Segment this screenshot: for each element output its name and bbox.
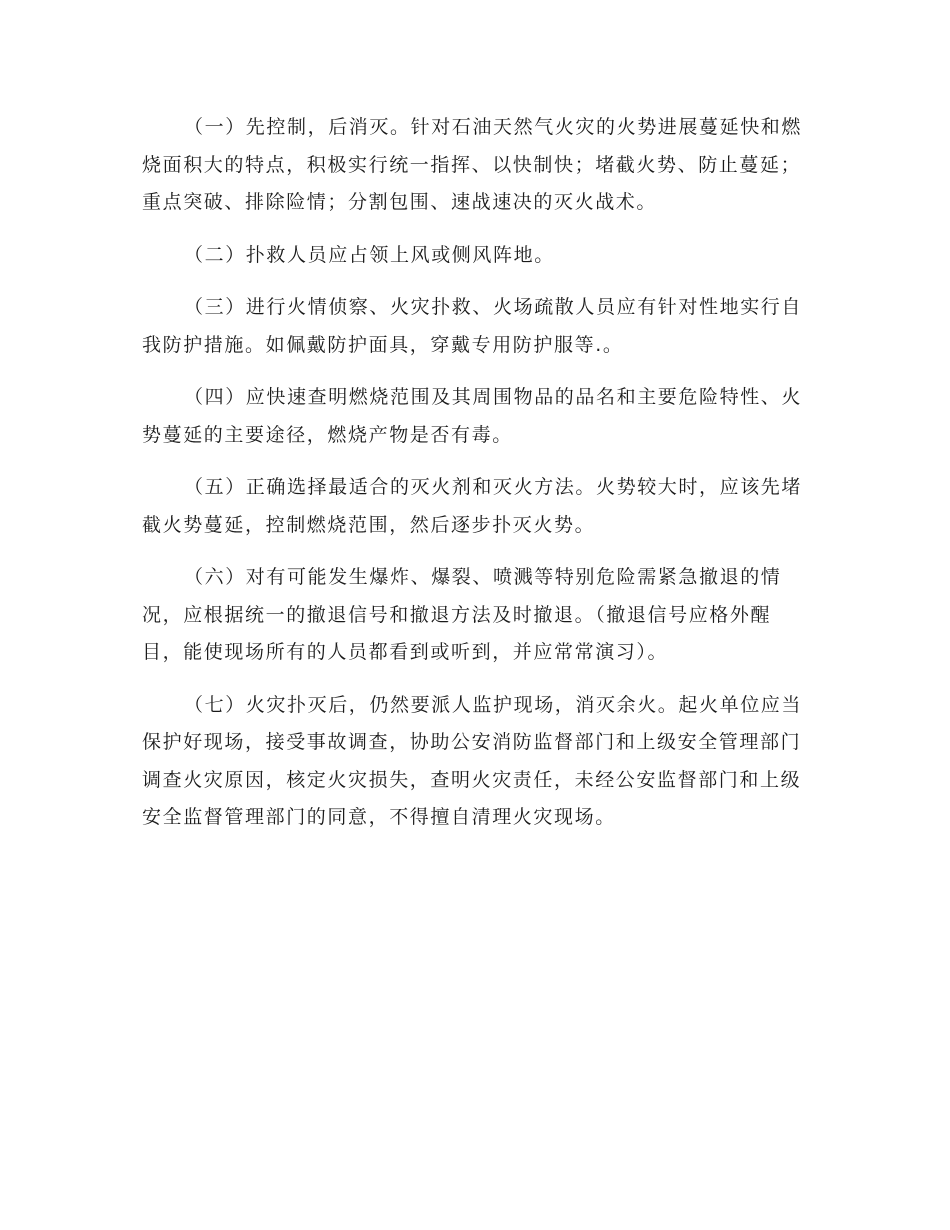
- document-body: [142, 109, 810, 852]
- paragraph-6: （六）对有可能发生爆炸、爆裂、喷溅等特别危险需紧急撤退的情况，应根据统一的撤退信号和撤退方法及时撤退。（撤退信号应格外醒目，能使现场所有的人员都看到或听到，并应常常演习）。: [142, 566, 782, 663]
- paragraph-4: （四）应快速查明燃烧范围及其周围物品的品名和主要危险特性、火势蔓延的主要途径，燃烧产物是否有毒。: [142, 386, 803, 446]
- paragraph-1: （一）先控制，后消灭。针对石油天然气火灾的火势进展蔓延快和燃烧面积大的特点，积极实行统一指挥、以快制快；堵截火势、防止蔓延；重点突破、排除险情；分割包围、速战速决的灭火战术。: [142, 116, 803, 213]
- paragraph-2: （二）扑救人员应占领上风或侧风阵地。: [184, 243, 555, 266]
- paragraph-3: （三）进行火情侦察、火灾扑救、火场疏散人员应有针对性地实行自我防护措施。如佩戴防护面具，穿戴专用防护服等.。: [142, 296, 803, 356]
- paragraph-5: （五）正确选择最适合的灭火剂和灭火方法。火势较大时，应该先堵截火势蔓延，控制燃烧范围，然后逐步扑灭火势。: [142, 476, 803, 536]
- paragraph-7: （七）火灾扑灭后，仍然要派人监护现场，消灭余火。起火单位应当保护好现场，接受事故调查，协助公安消防监督部门和上级安全管理部门调查火灾原因，核定火灾损失，查明火灾责任，未经公安监督部门和上级安全监督管理部门的同意，不得擅自清理火灾现场。: [142, 693, 803, 828]
